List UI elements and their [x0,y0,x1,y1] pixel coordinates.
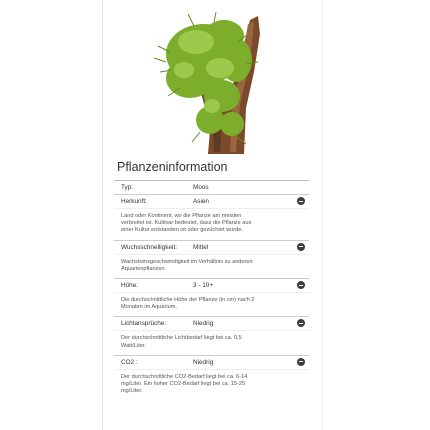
row-value: Asien [193,198,209,205]
row-origin [114,194,309,208]
row-value: Moos [193,184,209,191]
description-line: mg/Liter. [121,388,143,395]
row-growth-rate-description [114,254,309,278]
description-line: Die durchschnittliche Höhe der Pflanze (in cm) nach 2 [121,297,255,304]
row-light-description [114,330,309,354]
description-line: mg/Liter. Ein hoher CO2-Bedarf liegt bei ca. 15-25 [121,381,246,388]
content-border-left [102,0,103,430]
description-line: Monaten im Aquarium. [121,304,177,311]
row-growth-rate [114,240,309,254]
row-value: Niedrig [193,320,214,328]
minus-circle-icon[interactable] [297,319,305,327]
minus-circle-icon[interactable] [297,197,305,205]
description-line: Aquarienpflanzen. [121,265,167,272]
row-label: Höhe: [121,282,139,290]
minus-circle-icon[interactable] [297,358,305,366]
row-light [114,316,309,330]
row-co2 [114,355,309,369]
plant-info-table [114,180,309,400]
description-line: Land oder Kontinent, wo die Pflanze am meisten [121,213,242,219]
minus-circle-icon[interactable] [297,243,305,251]
description-line: Wachstumsgeschwindigkeit im Verhältnis zu anderen [121,258,253,265]
description-line: Der durchschnittliche Lichtbedarf liegt bei ca. 0,5 [121,335,242,342]
section-title: Pflanzeninformation [117,160,228,174]
row-label: CO2 : [121,358,138,366]
row-value: Niedrig [193,358,214,366]
description-line: einer Kultur entstanden ist oder gezüchtet wurde. [121,227,243,234]
description-line: Watt/Liter. [121,342,146,349]
row-type [114,180,309,194]
row-label: Wuchsschnelligkeit: [121,243,178,251]
content-border-right [322,0,323,430]
row-value: 3 - 10+ [193,282,214,290]
row-value: Mittel [193,243,209,251]
row-label: Lichtansprüche: [121,320,167,328]
row-height-description [114,292,309,316]
description-line: verbreitet ist. Kultivar bedeutet, dass die Pflanze aus [121,220,252,227]
description-line: Der durchschnittliche CO2-Bedarf liegt bei ca. 6-14 [121,373,248,380]
row-origin-description [114,208,309,240]
row-label: Typ: [121,184,134,191]
product-image [150,12,268,154]
minus-circle-icon[interactable] [297,281,305,289]
row-height [114,278,309,292]
row-label: Herkunft: [121,198,147,205]
row-co2-description [114,369,309,401]
